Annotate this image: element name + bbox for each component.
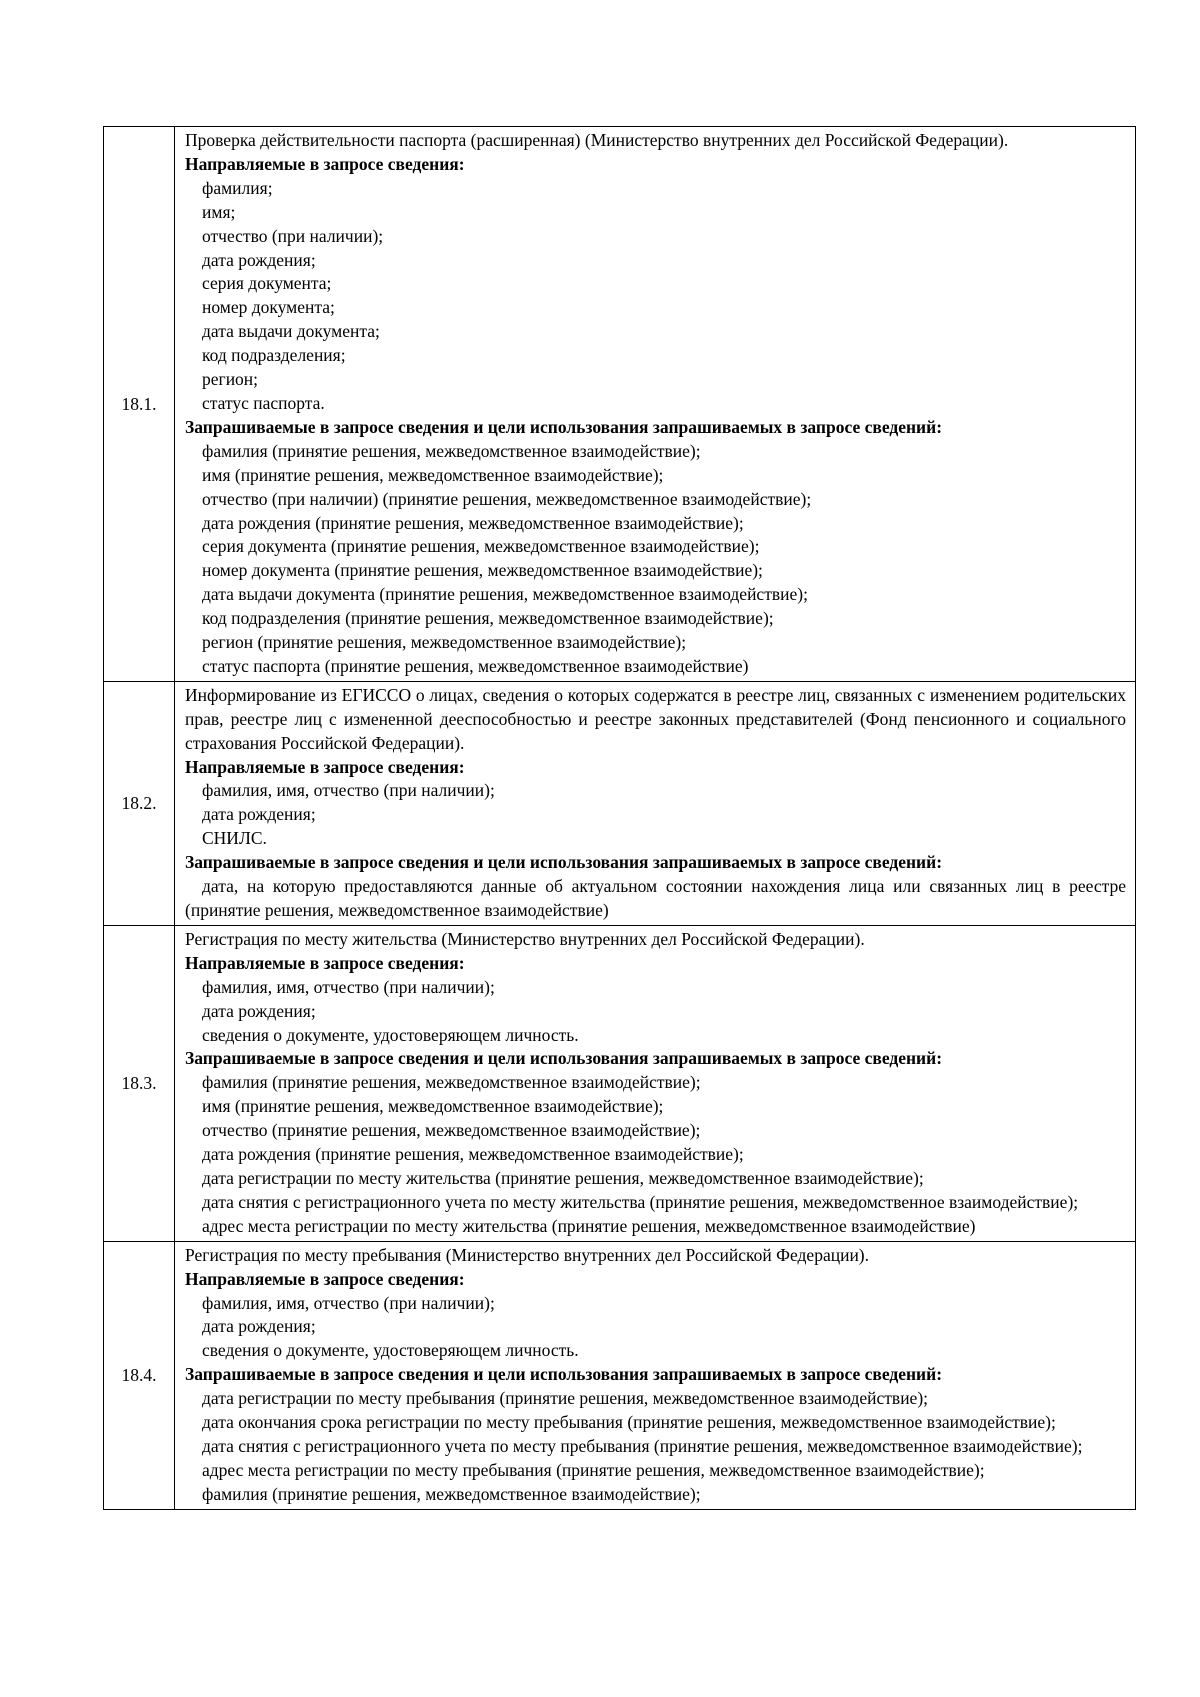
row-content bbox=[175, 1241, 1136, 1509]
requested-info-heading: Запрашиваемые в запросе сведения и цели использования запрашиваемых в запросе сведений: bbox=[185, 852, 943, 873]
list-item: статус паспорта. bbox=[202, 392, 325, 413]
requested-info-heading: Запрашиваемые в запросе сведения и цели использования запрашиваемых в запросе сведений: bbox=[185, 1364, 943, 1385]
table-row bbox=[104, 127, 1136, 682]
list-item: дата снятия с регистрационного учета по месту жительства (принятие решения, межведомственное взаимодействие); bbox=[202, 1191, 1079, 1212]
list-item: дата регистрации по месту пребывания (принятие решения, межведомственное взаимодействие); bbox=[202, 1388, 929, 1409]
list-item: номер документа (принятие решения, межведомственное взаимодействие); bbox=[202, 560, 763, 581]
list-item: сведения о документе, удостоверяющем личность. bbox=[202, 1340, 579, 1361]
row-number: 18.4. bbox=[104, 1241, 175, 1509]
list-item: фамилия (принятие решения, межведомственное взаимодействие); bbox=[202, 1483, 701, 1504]
sent-info-heading: Направляемые в запросе сведения: bbox=[185, 1268, 465, 1289]
list-item: регион (принятие решения, межведомственное взаимодействие); bbox=[202, 632, 687, 653]
list-item: дата снятия с регистрационного учета по месту пребывания (принятие решения, межведомственное взаимодействие); bbox=[202, 1435, 1083, 1456]
row-number: 18.1. bbox=[104, 127, 175, 682]
list-item: отчество (при наличии) (принятие решения, межведомственное взаимодействие); bbox=[202, 488, 812, 509]
sent-info-heading: Направляемые в запросе сведения: bbox=[185, 952, 465, 973]
list-item: фамилия, имя, отчество (при наличии); bbox=[202, 976, 495, 997]
list-item: код подразделения (принятие решения, межведомственное взаимодействие); bbox=[202, 608, 774, 629]
list-item: дата рождения; bbox=[202, 804, 316, 825]
list-item: фамилия, имя, отчество (при наличии); bbox=[202, 1292, 495, 1313]
sent-info-heading: Направляемые в запросе сведения: bbox=[185, 756, 465, 777]
list-item: фамилия, имя, отчество (при наличии); bbox=[202, 780, 495, 801]
table-row bbox=[104, 925, 1136, 1241]
list-item: дата рождения; bbox=[202, 1000, 316, 1021]
row-content bbox=[175, 127, 1136, 682]
list-item: дата регистрации по месту жительства (принятие решения, межведомственное взаимодействие); bbox=[202, 1167, 924, 1188]
list-item: дата рождения; bbox=[202, 249, 316, 270]
service-title: Регистрация по месту жительства (Министерство внутренних дел Российской Федерации). bbox=[185, 928, 865, 949]
service-title: Проверка действительности паспорта (расширенная) (Министерство внутренних дел Российской Федерации). bbox=[185, 130, 1009, 150]
list-item: дата рождения; bbox=[202, 1316, 316, 1337]
list-item: сведения о документе, удостоверяющем личность. bbox=[202, 1024, 579, 1045]
list-item: отчество (при наличии); bbox=[202, 225, 384, 246]
list-item: код подразделения; bbox=[202, 345, 346, 366]
list-item: фамилия; bbox=[202, 177, 273, 198]
list-item: адрес места регистрации по месту пребывания (принятие решения, межведомственное взаимодействие); bbox=[202, 1459, 985, 1480]
list-item: дата выдачи документа (принятие решения, межведомственное взаимодействие); bbox=[202, 584, 808, 605]
service-title: Регистрация по месту пребывания (Министерство внутренних дел Российской Федерации). bbox=[185, 1244, 870, 1265]
list-item: дата рождения (принятие решения, межведомственное взаимодействие); bbox=[202, 512, 744, 533]
list-item: серия документа (принятие решения, межведомственное взаимодействие); bbox=[202, 536, 760, 557]
row-number: 18.3. bbox=[104, 925, 175, 1241]
list-item: СНИЛС. bbox=[202, 828, 267, 849]
list-item: фамилия (принятие решения, межведомственное взаимодействие); bbox=[202, 440, 701, 461]
list-item: имя; bbox=[202, 201, 236, 222]
list-item: регион; bbox=[202, 369, 259, 390]
list-item: отчество (принятие решения, межведомственное взаимодействие); bbox=[202, 1120, 701, 1141]
requested-info-heading: Запрашиваемые в запросе сведения и цели использования запрашиваемых в запросе сведений: bbox=[185, 416, 943, 437]
row-content bbox=[175, 925, 1136, 1241]
service-title: Информирование из ЕГИССО о лицах, сведения о которых содержатся в реестре лиц, связанных с изменением родительских прав, реестре лиц с измененной дееспособностью и реестре законных представителей (Фонд пенсионного и социального страхования Российской Федерации). bbox=[185, 684, 1126, 753]
list-item: дата окончания срока регистрации по месту пребывания (принятие решения, межведомственное взаимодействие); bbox=[202, 1412, 1056, 1433]
requested-info-heading: Запрашиваемые в запросе сведения и цели использования запрашиваемых в запросе сведений: bbox=[185, 1048, 943, 1069]
row-number: 18.2. bbox=[104, 681, 175, 925]
table-row bbox=[104, 1241, 1136, 1509]
table-row bbox=[104, 681, 1136, 925]
services-table bbox=[103, 126, 1136, 1510]
list-item: имя (принятие решения, межведомственное взаимодействие); bbox=[202, 464, 664, 485]
list-item: дата рождения (принятие решения, межведомственное взаимодействие); bbox=[202, 1144, 744, 1165]
list-item: серия документа; bbox=[202, 273, 332, 294]
list-item: фамилия (принятие решения, межведомственное взаимодействие); bbox=[202, 1072, 701, 1093]
list-item: номер документа; bbox=[202, 297, 335, 318]
list-item: статус паспорта (принятие решения, межведомственное взаимодействие) bbox=[202, 655, 749, 676]
sent-info-heading: Направляемые в запросе сведения: bbox=[185, 153, 465, 174]
list-item: адрес места регистрации по месту жительства (принятие решения, межведомственное взаимодействие) bbox=[202, 1215, 976, 1236]
list-item: дата, на которую предоставляются данные об актуальном состоянии нахождения лица или связанных лиц в реестре (принятие решения, межведомственное взаимодействие) bbox=[185, 876, 1126, 920]
list-item: дата выдачи документа; bbox=[202, 321, 380, 342]
row-content bbox=[175, 681, 1136, 925]
list-item: имя (принятие решения, межведомственное взаимодействие); bbox=[202, 1096, 664, 1117]
